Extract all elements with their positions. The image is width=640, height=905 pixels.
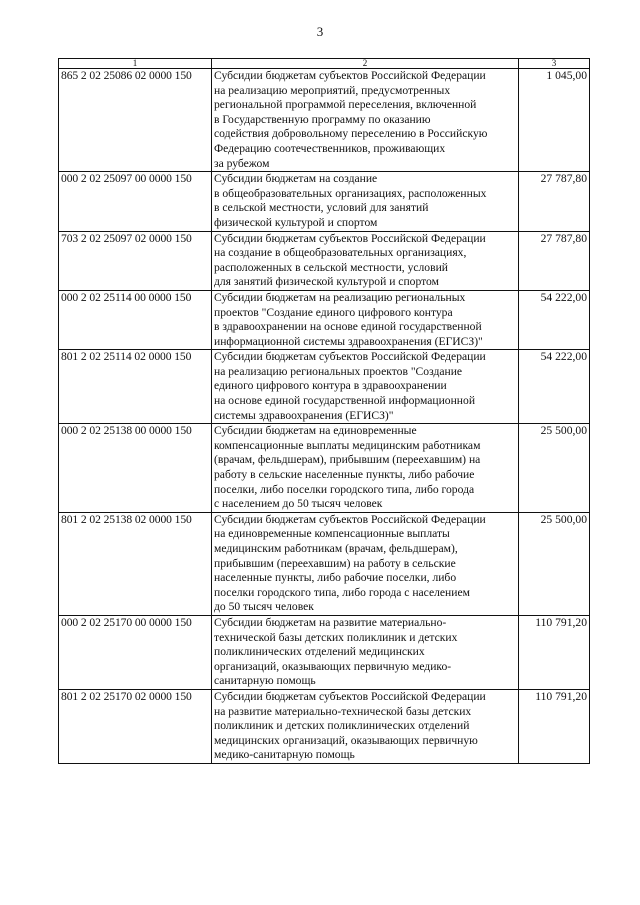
column-header-amount: 3 (519, 59, 590, 69)
budget-code-cell: 000 2 02 25170 00 0000 150 (59, 615, 212, 689)
budget-code-cell: 801 2 02 25114 02 0000 150 (59, 350, 212, 424)
amount-cell: 25 500,00 (519, 512, 590, 615)
table-row (59, 424, 590, 513)
description-cell: Субсидии бюджетам на единовременные компенсационные выплаты медицинским работникам (врачам, фельдшерам), прибывшим (переехавшим) на работу в сельские населенные пункты, либо рабочие поселки, либо поселки городского типа, либо города с населением до 50 тысяч человек (212, 424, 519, 513)
description-cell: Субсидии бюджетам на создание в общеобразовательных организациях, расположенных в сельской местности, условий для занятий физической культурой и спортом (212, 172, 519, 231)
amount-cell: 27 787,80 (519, 231, 590, 290)
budget-table (58, 58, 590, 764)
amount-cell: 54 222,00 (519, 290, 590, 349)
table-row (59, 689, 590, 763)
description-cell: Субсидии бюджетам субъектов Российской Федерации на создание в общеобразовательных организациях, расположенных в сельской местности, условий для занятий физической культурой и спортом (212, 231, 519, 290)
column-header-code: 1 (59, 59, 212, 69)
description-cell: Субсидии бюджетам субъектов Российской Федерации на реализацию региональных проектов "Создание единого цифрового контура в здравоохранении на основе единой государственной информационной системы здравоохранения (ЕГИСЗ)" (212, 350, 519, 424)
table-row (59, 512, 590, 615)
column-header-description: 2 (212, 59, 519, 69)
description-cell: Субсидии бюджетам субъектов Российской Федерации на реализацию мероприятий, предусмотренных региональной программой переселения, включенной в Государственную программу по оказанию содействия добровольному переселению в Российскую Федерацию соотечественников, проживающих за рубежом (212, 69, 519, 172)
description-cell: Субсидии бюджетам на развитие материально- технической базы детских поликлиник и детских поликлинических отделений медицинских организаций, оказывающих первичную медико- санитарную помощь (212, 615, 519, 689)
amount-cell: 110 791,20 (519, 689, 590, 763)
description-cell: Субсидии бюджетам субъектов Российской Федерации на единовременные компенсационные выплаты медицинским работникам (врачам, фельдшерам), прибывшим (переехавшим) на работу в сельские населенные пункты, либо рабочие поселки, либо поселки городского типа, либо города с населением до 50 тысяч человек (212, 512, 519, 615)
budget-code-cell: 703 2 02 25097 02 0000 150 (59, 231, 212, 290)
amount-cell: 25 500,00 (519, 424, 590, 513)
budget-code-cell: 000 2 02 25097 00 0000 150 (59, 172, 212, 231)
budget-code-cell: 865 2 02 25086 02 0000 150 (59, 69, 212, 172)
table-row (59, 615, 590, 689)
table-row (59, 69, 590, 172)
budget-code-cell: 000 2 02 25114 00 0000 150 (59, 290, 212, 349)
amount-cell: 27 787,80 (519, 172, 590, 231)
amount-cell: 110 791,20 (519, 615, 590, 689)
table-row (59, 350, 590, 424)
table-row (59, 290, 590, 349)
table-row (59, 172, 590, 231)
table-row (59, 231, 590, 290)
description-cell: Субсидии бюджетам субъектов Российской Федерации на развитие материально-технической базы детских поликлиник и детских поликлинических отделений медицинских организаций, оказывающих первичную медико-санитарную помощь (212, 689, 519, 763)
budget-code-cell: 801 2 02 25138 02 0000 150 (59, 512, 212, 615)
description-cell: Субсидии бюджетам на реализацию региональных проектов "Создание единого цифрового контура в здравоохранении на основе единой государственной информационной системы здравоохранения (ЕГИСЗ)" (212, 290, 519, 349)
budget-code-cell: 000 2 02 25138 00 0000 150 (59, 424, 212, 513)
budget-code-cell: 801 2 02 25170 02 0000 150 (59, 689, 212, 763)
table-header-row (59, 59, 590, 69)
amount-cell: 54 222,00 (519, 350, 590, 424)
page-number: 3 (316, 24, 324, 39)
amount-cell: 1 045,00 (519, 69, 590, 172)
